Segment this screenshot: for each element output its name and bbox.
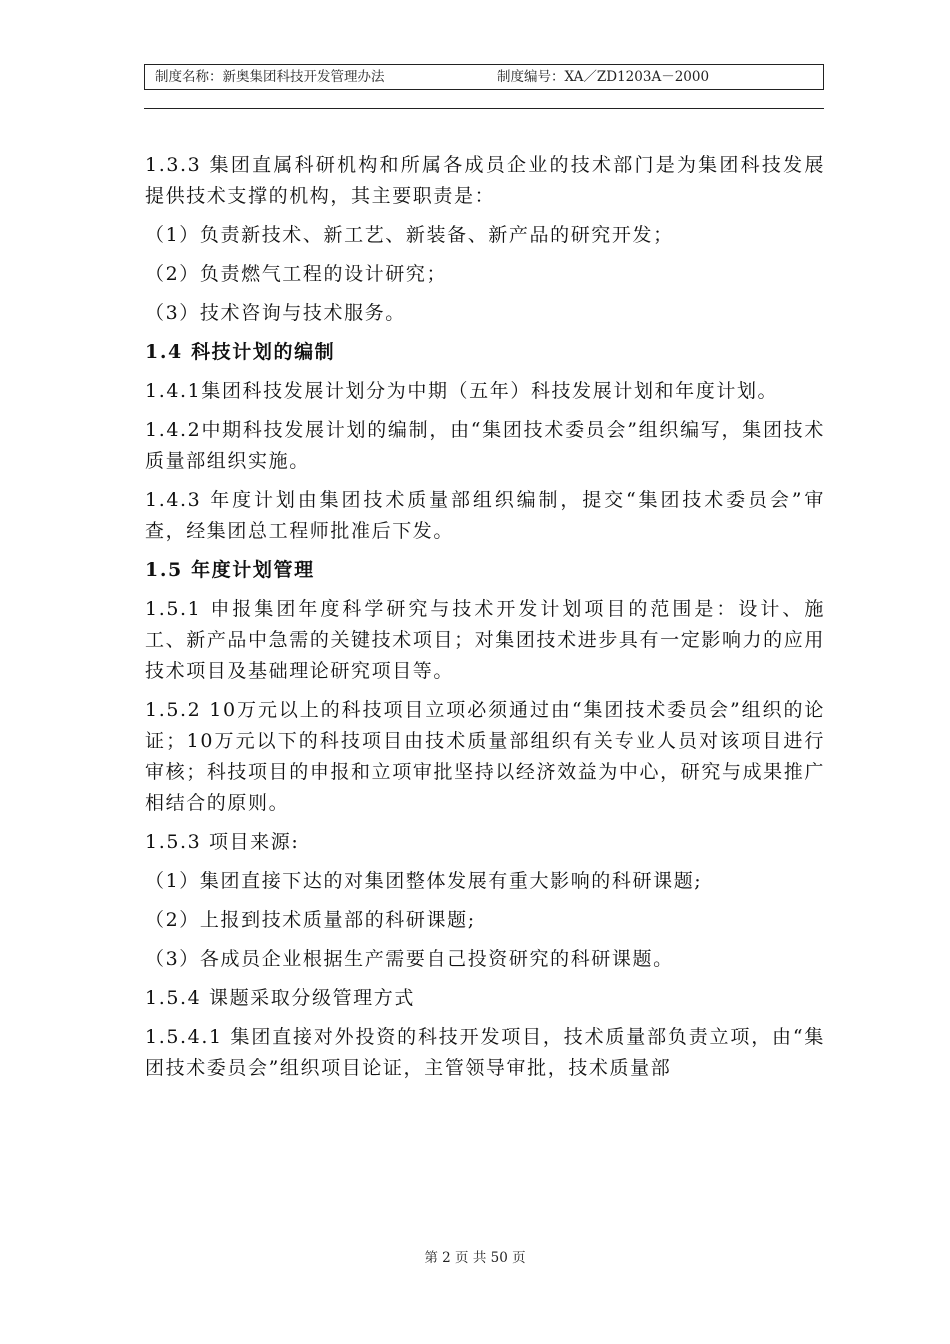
- paragraph-1-5-3: 1.5.3 项目来源:: [145, 831, 300, 853]
- paragraph-1-5-1: 1.5.1 申报集团年度科学研究与技术开发计划项目的范围是：设计、施工、新产品中急需的关键技术项目；对集团技术进步具有一定影响力的应用技术项目及基础理论研究项目等。: [145, 598, 825, 682]
- page-number: 第 2 页 共 50 页: [424, 1250, 526, 1266]
- list-item: （3）各成员企业根据生产需要自己投资研究的科研课题。: [145, 948, 674, 970]
- document-body: [145, 150, 825, 1092]
- list-item: （2）上报到技术质量部的科研课题;: [145, 909, 476, 931]
- section-heading-1-5: 1.5 年度计划管理: [145, 559, 315, 581]
- list-item: （3）技术咨询与技术服务。: [145, 302, 406, 324]
- header-divider: [144, 108, 824, 109]
- section-heading-1-4: 1.4 科技计划的编制: [145, 341, 336, 363]
- list-item: （1）集团直接下达的对集团整体发展有重大影响的科研课题;: [145, 870, 703, 892]
- list-item: （1）负责新技术、新工艺、新装备、新产品的研究开发；: [145, 224, 674, 246]
- paragraph-1-5-4: 1.5.4 课题采取分级管理方式: [145, 987, 415, 1009]
- document-header: [144, 64, 824, 90]
- list-item: （2）负责燃气工程的设计研究；: [145, 263, 448, 285]
- regulation-code: 制度编号：XA／ZD1203A－2000: [497, 69, 710, 85]
- paragraph-1-4-1: 1.4.1集团科技发展计划分为中期（五年）科技发展计划和年度计划。: [145, 380, 779, 402]
- paragraph-1-5-4-1: 1.5.4.1 集团直接对外投资的科技开发项目，技术质量部负责立项，由“集团技术委员会”组织项目论证，主管领导审批，技术质量部: [145, 1026, 825, 1079]
- paragraph-1-4-2: 1.4.2中期科技发展计划的编制，由“集团技术委员会”组织编写，集团技术质量部组织实施。: [145, 419, 825, 472]
- paragraph-1-3-3: 1.3.3 集团直属科研机构和所属各成员企业的技术部门是为集团科技发展提供技术支撑的机构，其主要职责是：: [145, 154, 825, 207]
- regulation-name: 制度名称：新奥集团科技开发管理办法: [155, 69, 385, 85]
- paragraph-1-5-2: 1.5.2 10万元以上的科技项目立项必须通过由“集团技术委员会”组织的论证；10万元以下的科技项目由技术质量部组织有关专业人员对该项目进行审核；科技项目的申报和立项审批坚持以经济效益为中心，研究与成果推广相结合的原则。: [145, 699, 825, 814]
- paragraph-1-4-3: 1.4.3 年度计划由集团技术质量部组织编制，提交“集团技术委员会”审查，经集团总工程师批准后下发。: [145, 489, 825, 542]
